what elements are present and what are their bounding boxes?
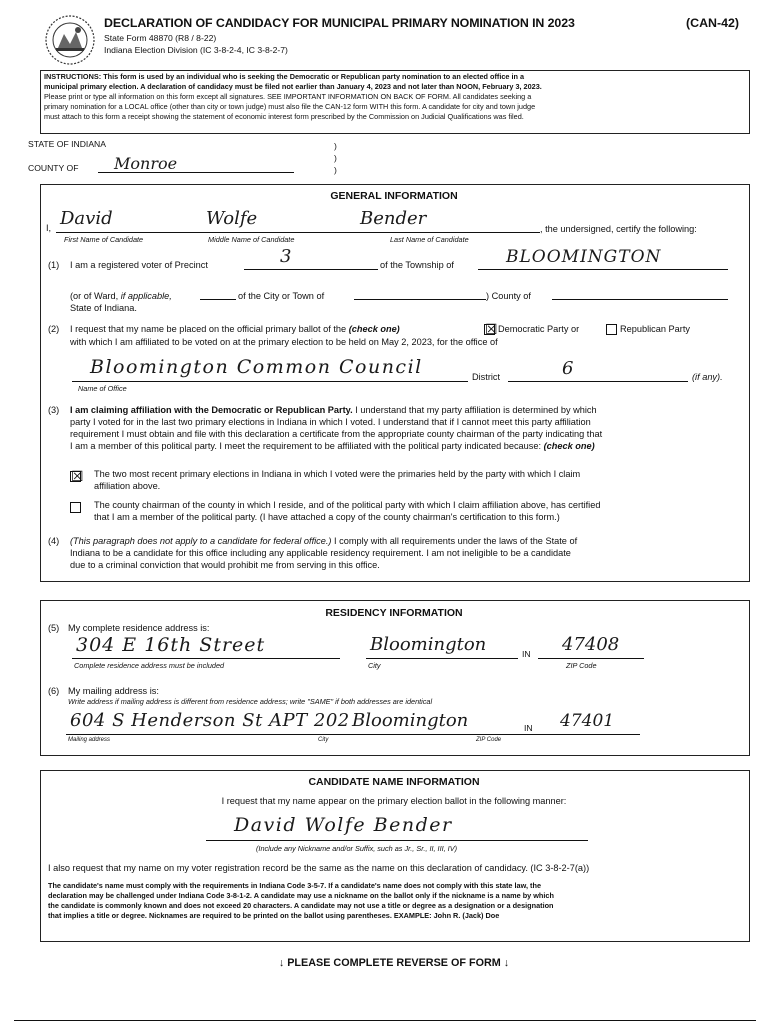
form-title: DECLARATION OF CANDIDACY FOR MUNICIPAL PRIMARY NOMINATION IN 2023 — [104, 16, 575, 30]
mailing-city-caption: City — [318, 737, 329, 743]
county-label: COUNTY OF — [28, 163, 79, 173]
mailing-address-caption: Mailing address — [68, 737, 111, 743]
state-of-indiana: State of Indiana. — [70, 303, 137, 313]
general-heading: GENERAL INFORMATION — [330, 190, 458, 202]
certify-text: , the undersigned, certify the following: — [540, 224, 697, 234]
democratic-checkbox[interactable] — [484, 322, 498, 338]
residence-city-line — [366, 658, 518, 659]
precinct-value[interactable]: 3 — [280, 246, 292, 267]
office-caption: Name of Office — [78, 384, 127, 393]
name-legal-notice: The candidate's name must comply with the requirements in Indiana Code 3-5-7. If a candidate's name does not comply with this state law, the declaration may be challenged under Indiana Code 3-8-1-2. A candidate may use a nickname on the ballot only if the nickname is a name by which the candidate is commonly known and does not exceed 20 characters. A candidate may not use a title or degree as a designation or a designation that implies a title or degree. Nicknames are required to be printed on the ballot using parentheses. EXAMPLE: John R. (Jack) Doe — [48, 881, 554, 920]
city-town-line — [354, 299, 486, 300]
residence-zip-line — [538, 658, 644, 659]
residence-in-label: IN — [522, 649, 531, 659]
p2-line2: with which I am affiliated to be voted on at the primary election to be held on May 2, 2023, for the office of — [70, 337, 498, 347]
residence-zip-caption: ZIP Code — [566, 661, 597, 670]
office-line — [72, 381, 468, 382]
p5-num: (5) — [48, 623, 60, 633]
nickname-note: (Include any Nickname and/or Suffix, such as Jr., Sr., II, III, IV) — [256, 844, 458, 853]
middle-name-caption: Middle Name of Candidate — [208, 235, 295, 244]
township-value[interactable]: BLOOMINGTON — [506, 247, 662, 267]
bracket-3: ) — [334, 165, 337, 175]
p1-text: I am a registered voter of Precinct — [70, 260, 208, 270]
x-mark: ☒ — [71, 469, 84, 485]
if-any-label: (if any). — [692, 372, 723, 382]
residence-street-value[interactable]: 304 E 16th Street — [76, 634, 266, 656]
ballot-request-text: I request that my name appear on the primary election ballot in the following manner: — [221, 796, 567, 806]
residence-zip-value[interactable]: 47408 — [562, 634, 620, 655]
district-value[interactable]: 6 — [562, 358, 574, 379]
form-code: (CAN-42) — [686, 16, 740, 30]
name-line — [56, 232, 540, 233]
p3-num: (3) — [48, 405, 60, 415]
county-of-label: ) County of — [486, 291, 531, 301]
mailing-city-value[interactable]: Bloomington — [352, 710, 469, 731]
ward-label: (or of Ward, if applicable, — [70, 291, 172, 301]
i-label: I, — [46, 223, 52, 233]
x-mark: ☒ — [485, 322, 498, 338]
city-town-label: of the City or Town of — [238, 291, 325, 301]
republican-label: Republican Party — [620, 324, 690, 334]
first-name-caption: First Name of Candidate — [64, 235, 144, 244]
residence-city-caption: City — [368, 661, 381, 670]
residence-city-value[interactable]: Bloomington — [370, 634, 487, 655]
county-of-line — [552, 299, 728, 300]
county-value[interactable]: Monroe — [114, 154, 178, 173]
district-label: District — [472, 372, 501, 382]
office-value[interactable]: Bloomington Common Council — [90, 356, 423, 378]
p4-num: (4) — [48, 536, 60, 546]
p5-label: My complete residence address is: — [68, 623, 210, 633]
democratic-label: Democratic Party or — [498, 324, 580, 334]
mailing-line — [66, 734, 640, 735]
complete-reverse-note: ↓ PLEASE COMPLETE REVERSE OF FORM ↓ — [278, 957, 510, 969]
district-line — [508, 381, 688, 382]
voter-registration-note: I also request that my name on my voter registration record be the same as the name on this declaration of candidacy. (IC 3-8-2-7(a)) — [48, 863, 590, 873]
indiana-seal-logo — [44, 14, 96, 66]
p1-num: (1) — [48, 260, 60, 270]
state-label: STATE OF INDIANA — [28, 139, 106, 149]
first-name-value[interactable]: David — [60, 208, 113, 229]
option1-checkbox[interactable] — [70, 469, 84, 485]
p6-label: My mailing address is: — [68, 686, 159, 696]
option1-text: The two most recent primary elections in Indiana in which I voted were the primaries held by the party with which I claim affiliation above. — [94, 469, 581, 491]
p2-text: I request that my name be placed on the official primary ballot of the (check one) — [70, 324, 400, 334]
township-line — [478, 269, 728, 270]
township-label: of the Township of — [380, 260, 454, 270]
option2-text: The county chairman of the county in which I reside, and of the political party with which I claim affiliation above, has certified that I am a member of the political party. (I have attached a copy of the county chairman's certification to this form.) — [94, 500, 601, 522]
ballot-name-line — [206, 840, 588, 841]
last-name-value[interactable]: Bender — [360, 208, 427, 229]
p6-num: (6) — [48, 686, 60, 696]
mailing-street-value[interactable]: 604 S Henderson St APT 202 — [70, 710, 350, 731]
last-name-caption: Last Name of Candidate — [390, 235, 469, 244]
state-form-number: State Form 48870 (R8 / 8-22) — [104, 33, 217, 43]
option2-checkbox[interactable] — [70, 502, 81, 513]
ballot-name-value[interactable]: David Wolfe Bender — [234, 814, 453, 836]
p3-text: I am claiming affiliation with the Democratic or Republican Party. I understand that my party affiliation is determined by which party I voted for in the last two primary elections in Indiana in which I voted. I understand that if I cannot meet this party affiliation requirement I must obtain and file with this declaration a certificate from the appropriate county chairman of the party indicating that I am a member of this political party. I meet the requirement to be affiliated with the political party indicated because: (check one) — [70, 405, 603, 451]
candidate-name-heading: CANDIDATE NAME INFORMATION — [308, 776, 480, 788]
republican-checkbox[interactable] — [606, 324, 617, 335]
p2-num: (2) — [48, 324, 60, 334]
bracket-2: ) — [334, 153, 337, 163]
p4-text: (This paragraph does not apply to a candidate for federal office.) I comply with all requirements under the laws of the State of Indiana to be a candidate for this office including any applicable residency requirement. I am not ineligible to be a candidate due to a criminal conviction that would prohibit me from serving in this office. — [70, 536, 578, 570]
election-division: Indiana Election Division (IC 3-8-2-4, IC 3-8-2-7) — [104, 45, 288, 55]
ward-line — [200, 299, 236, 300]
bottom-rule — [14, 1020, 756, 1021]
mailing-zip-caption: ZIP Code — [476, 737, 502, 743]
mailing-zip-value[interactable]: 47401 — [560, 711, 615, 731]
middle-name-value[interactable]: Wolfe — [206, 208, 258, 229]
residency-heading: RESIDENCY INFORMATION — [325, 607, 463, 619]
county-line — [98, 172, 294, 173]
residence-street-line — [72, 658, 340, 659]
bracket-1: ) — [334, 141, 337, 151]
residence-address-caption: Complete residence address must be included — [74, 661, 225, 670]
mailing-in-label: IN — [524, 723, 533, 733]
precinct-line — [244, 269, 378, 270]
p6-note: Write address if mailing address is different from residence address; write "SAME" if both addresses are identical — [68, 697, 433, 706]
instructions-text: INSTRUCTIONS: This form is used by an individual who is seeking the Democratic or Republican party nomination to an elected office in a municipal primary election. A declaration of candidacy must be filed not earlier than January 4, 2023 and not later than NOON, February 3, 2023. Please print or type all information on this form except all signatures. SEE IMPORTANT INFORMATION ON BACK OF FORM. All candidates seeking a primary nomination for a LOCAL office (other than city or town judge) must also file the CAN-12 form WITH this form. A candidate for city and town judge must attach to this form a receipt showing the statement of economic interest form prescribed by the Commission on Judicial Qualifications was filed. — [44, 72, 542, 121]
